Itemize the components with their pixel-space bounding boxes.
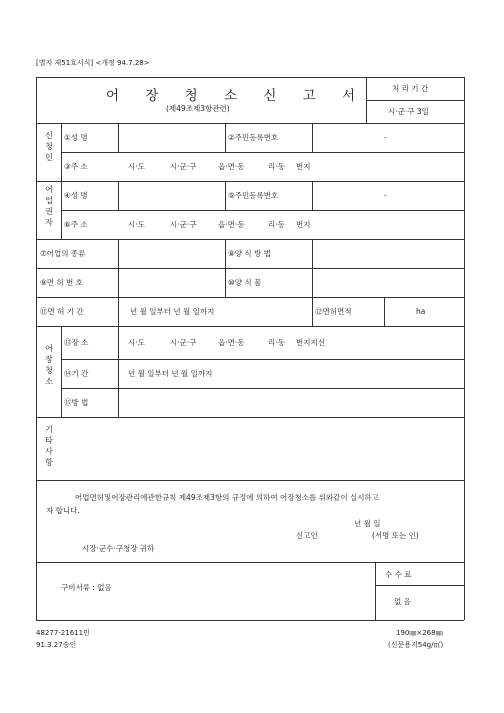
license-number-label: ⑨면 허 번 호: [40, 278, 83, 287]
holder-addr-beonji: 번지: [296, 220, 311, 229]
processing-period-label: 처 리 기 간: [392, 84, 429, 93]
license-period-value[interactable]: 년 월 일부터 년 월 일까지: [130, 307, 215, 316]
culture-method-field[interactable]: [313, 240, 463, 267]
cleaning-place-sigungu: 시·군·구: [170, 338, 197, 347]
fishery-type-label: ⑦어업의 종류: [40, 249, 86, 258]
holder-addr-eupmyeondong: 읍·면·동: [218, 220, 245, 229]
fee-value: 없 음: [394, 597, 411, 606]
applicant-addr-ridong: 리·동: [268, 162, 285, 171]
holder-section-label: 어업권자: [45, 185, 53, 227]
form-title: 어 장 청 소 신 고 서: [106, 88, 367, 104]
cleaning-period-value[interactable]: 년 월 일부터 년 월 일까지: [128, 369, 213, 378]
form-subtitle: (제49조제3항관련): [166, 104, 230, 113]
cleaning-place-beonji: 번지지선: [296, 338, 325, 347]
form-number: [별지 제51호서식] <개정 94.7.28>: [36, 59, 150, 67]
footer-paper: (신문용지54g/㎡): [388, 641, 444, 649]
processing-period-value: 시·군·구 3일: [388, 107, 429, 116]
declarant-label: 신고인: [296, 531, 318, 540]
holder-reg-field[interactable]: -: [384, 191, 387, 200]
holder-address-label: ⑥주 소: [64, 220, 88, 229]
applicant-addr-sigungu: 시·군·구: [170, 162, 197, 171]
footer-size: 190㎜×268㎜: [396, 629, 443, 637]
cleaning-method-label: ⑮방 법: [64, 398, 89, 407]
fee-label: 수 수 료: [385, 570, 412, 579]
culture-species-field[interactable]: [313, 269, 463, 296]
holder-name-label: ④성 명: [64, 191, 88, 200]
culture-species-label: ⑩양 식 물: [228, 278, 262, 287]
cleaning-section-label: 어장청소: [45, 344, 53, 386]
cleaning-place-eupmyeondong: 읍·면·동: [218, 338, 245, 347]
license-area-label: ⑫면허면적: [315, 307, 352, 316]
fishery-type-field[interactable]: [119, 240, 224, 267]
applicant-name-field[interactable]: [119, 124, 224, 151]
required-documents: 구비서류 : 없음: [61, 583, 112, 592]
license-period-label: ⑪면 허 기 간: [40, 307, 84, 316]
license-number-field[interactable]: [119, 269, 224, 296]
signature-label: (서명 또는 인): [372, 531, 419, 540]
applicant-address-label: ③주 소: [64, 162, 88, 171]
applicant-addr-beonji: 번지: [296, 162, 311, 171]
license-area-unit: ha: [416, 307, 426, 316]
recipient-label: 시장·군수·구청장 귀하: [82, 544, 155, 553]
declaration-text-line2: 자 합니다.: [46, 506, 80, 515]
declaration-date[interactable]: 년 월 일: [354, 519, 381, 528]
remarks-field[interactable]: [62, 418, 463, 479]
remarks-section-label: 기타사항: [45, 425, 53, 467]
cleaning-method-field[interactable]: [119, 389, 463, 416]
footer-approval: 91.3.27승인: [36, 641, 77, 649]
cleaning-place-label: ⑬장 소: [64, 338, 89, 347]
declaration-text-line1: 어업면허및어장관리에관한규칙 제49조제3항의 규정에 의하여 어장청소를 위와같이 실시하고: [75, 493, 379, 502]
holder-addr-sido: 시·도: [128, 220, 145, 229]
applicant-addr-eupmyeondong: 읍·면·동: [218, 162, 245, 171]
holder-name-field[interactable]: [119, 182, 224, 209]
applicant-reg-field[interactable]: -: [384, 133, 387, 142]
cleaning-period-label: ⑭기 간: [64, 369, 89, 378]
applicant-section-label: 신청인: [45, 131, 53, 162]
cleaning-place-ridong: 리·동: [268, 338, 285, 347]
cleaning-place-sido: 시·도: [128, 338, 145, 347]
holder-addr-sigungu: 시·군·구: [170, 220, 197, 229]
applicant-addr-sido: 시·도: [128, 162, 145, 171]
footer-code: 48277-21611민: [36, 629, 90, 637]
applicant-reg-label: ②주민등록번호: [228, 133, 279, 142]
holder-reg-label: ⑤주민등록번호: [228, 191, 279, 200]
holder-addr-ridong: 리·동: [268, 220, 285, 229]
applicant-name-label: ①성 명: [64, 133, 88, 142]
culture-method-label: ⑧양 식 방 법: [228, 249, 271, 258]
